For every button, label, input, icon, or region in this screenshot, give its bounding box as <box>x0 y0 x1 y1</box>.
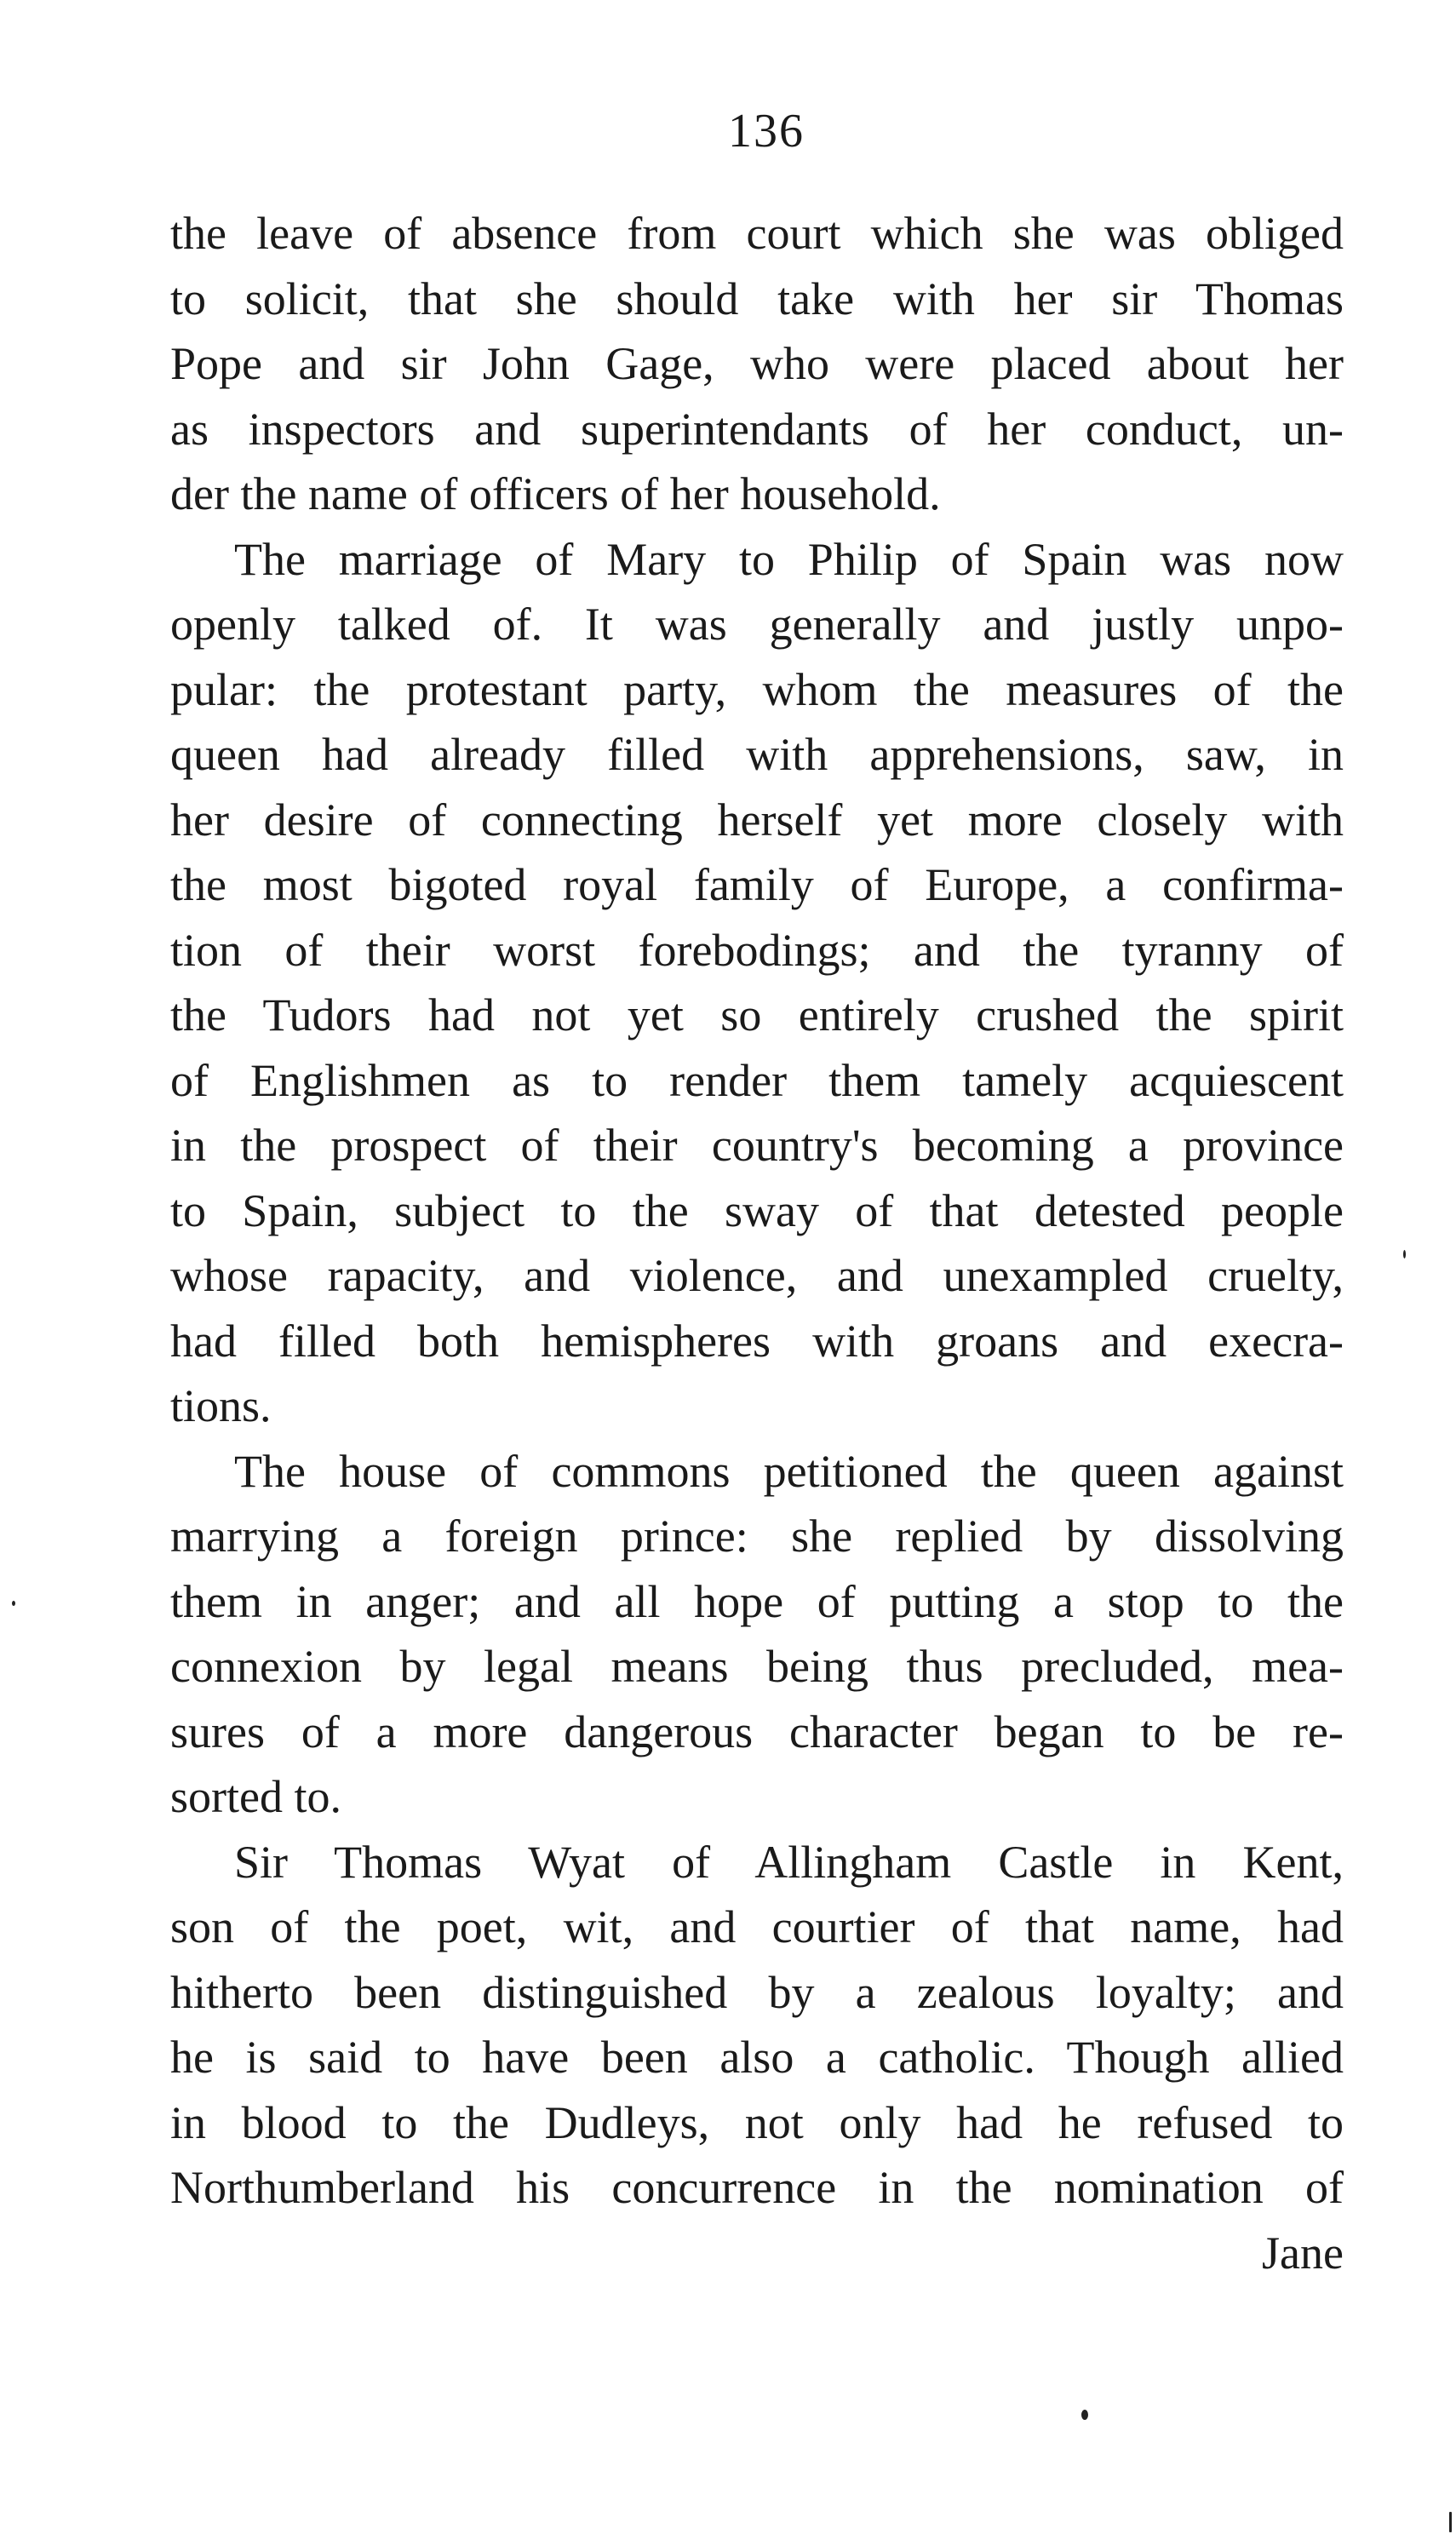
ink-speck <box>1403 1250 1406 1258</box>
body-text <box>170 201 1344 2285</box>
text-line: tions. <box>170 1380 272 1431</box>
text-line: Northumberland his concurrence in the nomination of <box>170 2162 1344 2213</box>
text-line: openly talked of. It was generally and justly unpo- <box>170 599 1344 650</box>
ink-speck <box>1449 2512 1452 2532</box>
paragraph-4 <box>170 1830 1344 2221</box>
text-line: in the prospect of their country's becoming a province <box>170 1120 1344 1171</box>
text-line: tion of their worst forebodings; and the tyranny of <box>170 924 1344 976</box>
text-line: marrying a foreign prince: she replied by dissolving <box>170 1511 1344 1562</box>
text-line: the most bigoted royal family of Europe, a confirma- <box>170 859 1344 910</box>
text-line: pular: the protestant party, whom the measures of the <box>170 663 1344 715</box>
text-line: hitherto been distinguished by a zealous loyalty; and <box>170 1966 1344 2018</box>
ink-speck <box>1081 2410 1088 2420</box>
text-line: sures of a more dangerous character began to be re- <box>170 1706 1344 1757</box>
text-line: queen had already filled with apprehensions, saw, in <box>170 729 1344 780</box>
text-line: the leave of absence from court which she was obliged <box>170 208 1344 259</box>
text-line: had filled both hemispheres with groans and execra- <box>170 1315 1344 1367</box>
text-line: whose rapacity, and violence, and unexampled cruelty, <box>170 1250 1344 1301</box>
catchword: Jane <box>1262 2227 1344 2279</box>
paragraph-3 <box>170 1439 1344 1830</box>
text-line: he is said to have been also a catholic. Though allied <box>170 2032 1344 2083</box>
text-line: sorted to. <box>170 1771 341 1822</box>
text-line: of Englishmen as to render them tamely acquiescent <box>170 1054 1344 1106</box>
text-line: The house of commons petitioned the queen against <box>234 1445 1344 1497</box>
text-line: them in anger; and all hope of putting a stop to the <box>170 1575 1344 1627</box>
text-line: son of the poet, wit, and courtier of that name, had <box>170 1901 1344 1952</box>
paragraph-1 <box>170 201 1344 527</box>
text-line: her desire of connecting herself yet more closely with <box>170 794 1344 846</box>
text-line: to Spain, subject to the sway of that detested people <box>170 1184 1344 1236</box>
text-line: connexion by legal means being thus precluded, mea- <box>170 1641 1344 1692</box>
text-line: to solicit, that she should take with her sir Thomas <box>170 272 1344 324</box>
text-line: der the name of officers of her household. <box>170 468 941 519</box>
page-number: 136 <box>728 105 805 158</box>
text-line: the Tudors had not yet so entirely crushed the spirit <box>170 989 1344 1041</box>
text-line: Pope and sir John Gage, who were placed about her <box>170 338 1344 389</box>
text-line: The marriage of Mary to Philip of Spain was now <box>234 533 1344 585</box>
text-line: as inspectors and superintendants of her conduct, un- <box>170 403 1344 455</box>
text-line: Sir Thomas Wyat of Allingham Castle in Kent, <box>234 1836 1344 1888</box>
text-line: in blood to the Dudleys, not only had he refused to <box>170 2096 1344 2148</box>
paragraph-2 <box>170 527 1344 1439</box>
ink-speck <box>12 1601 15 1606</box>
